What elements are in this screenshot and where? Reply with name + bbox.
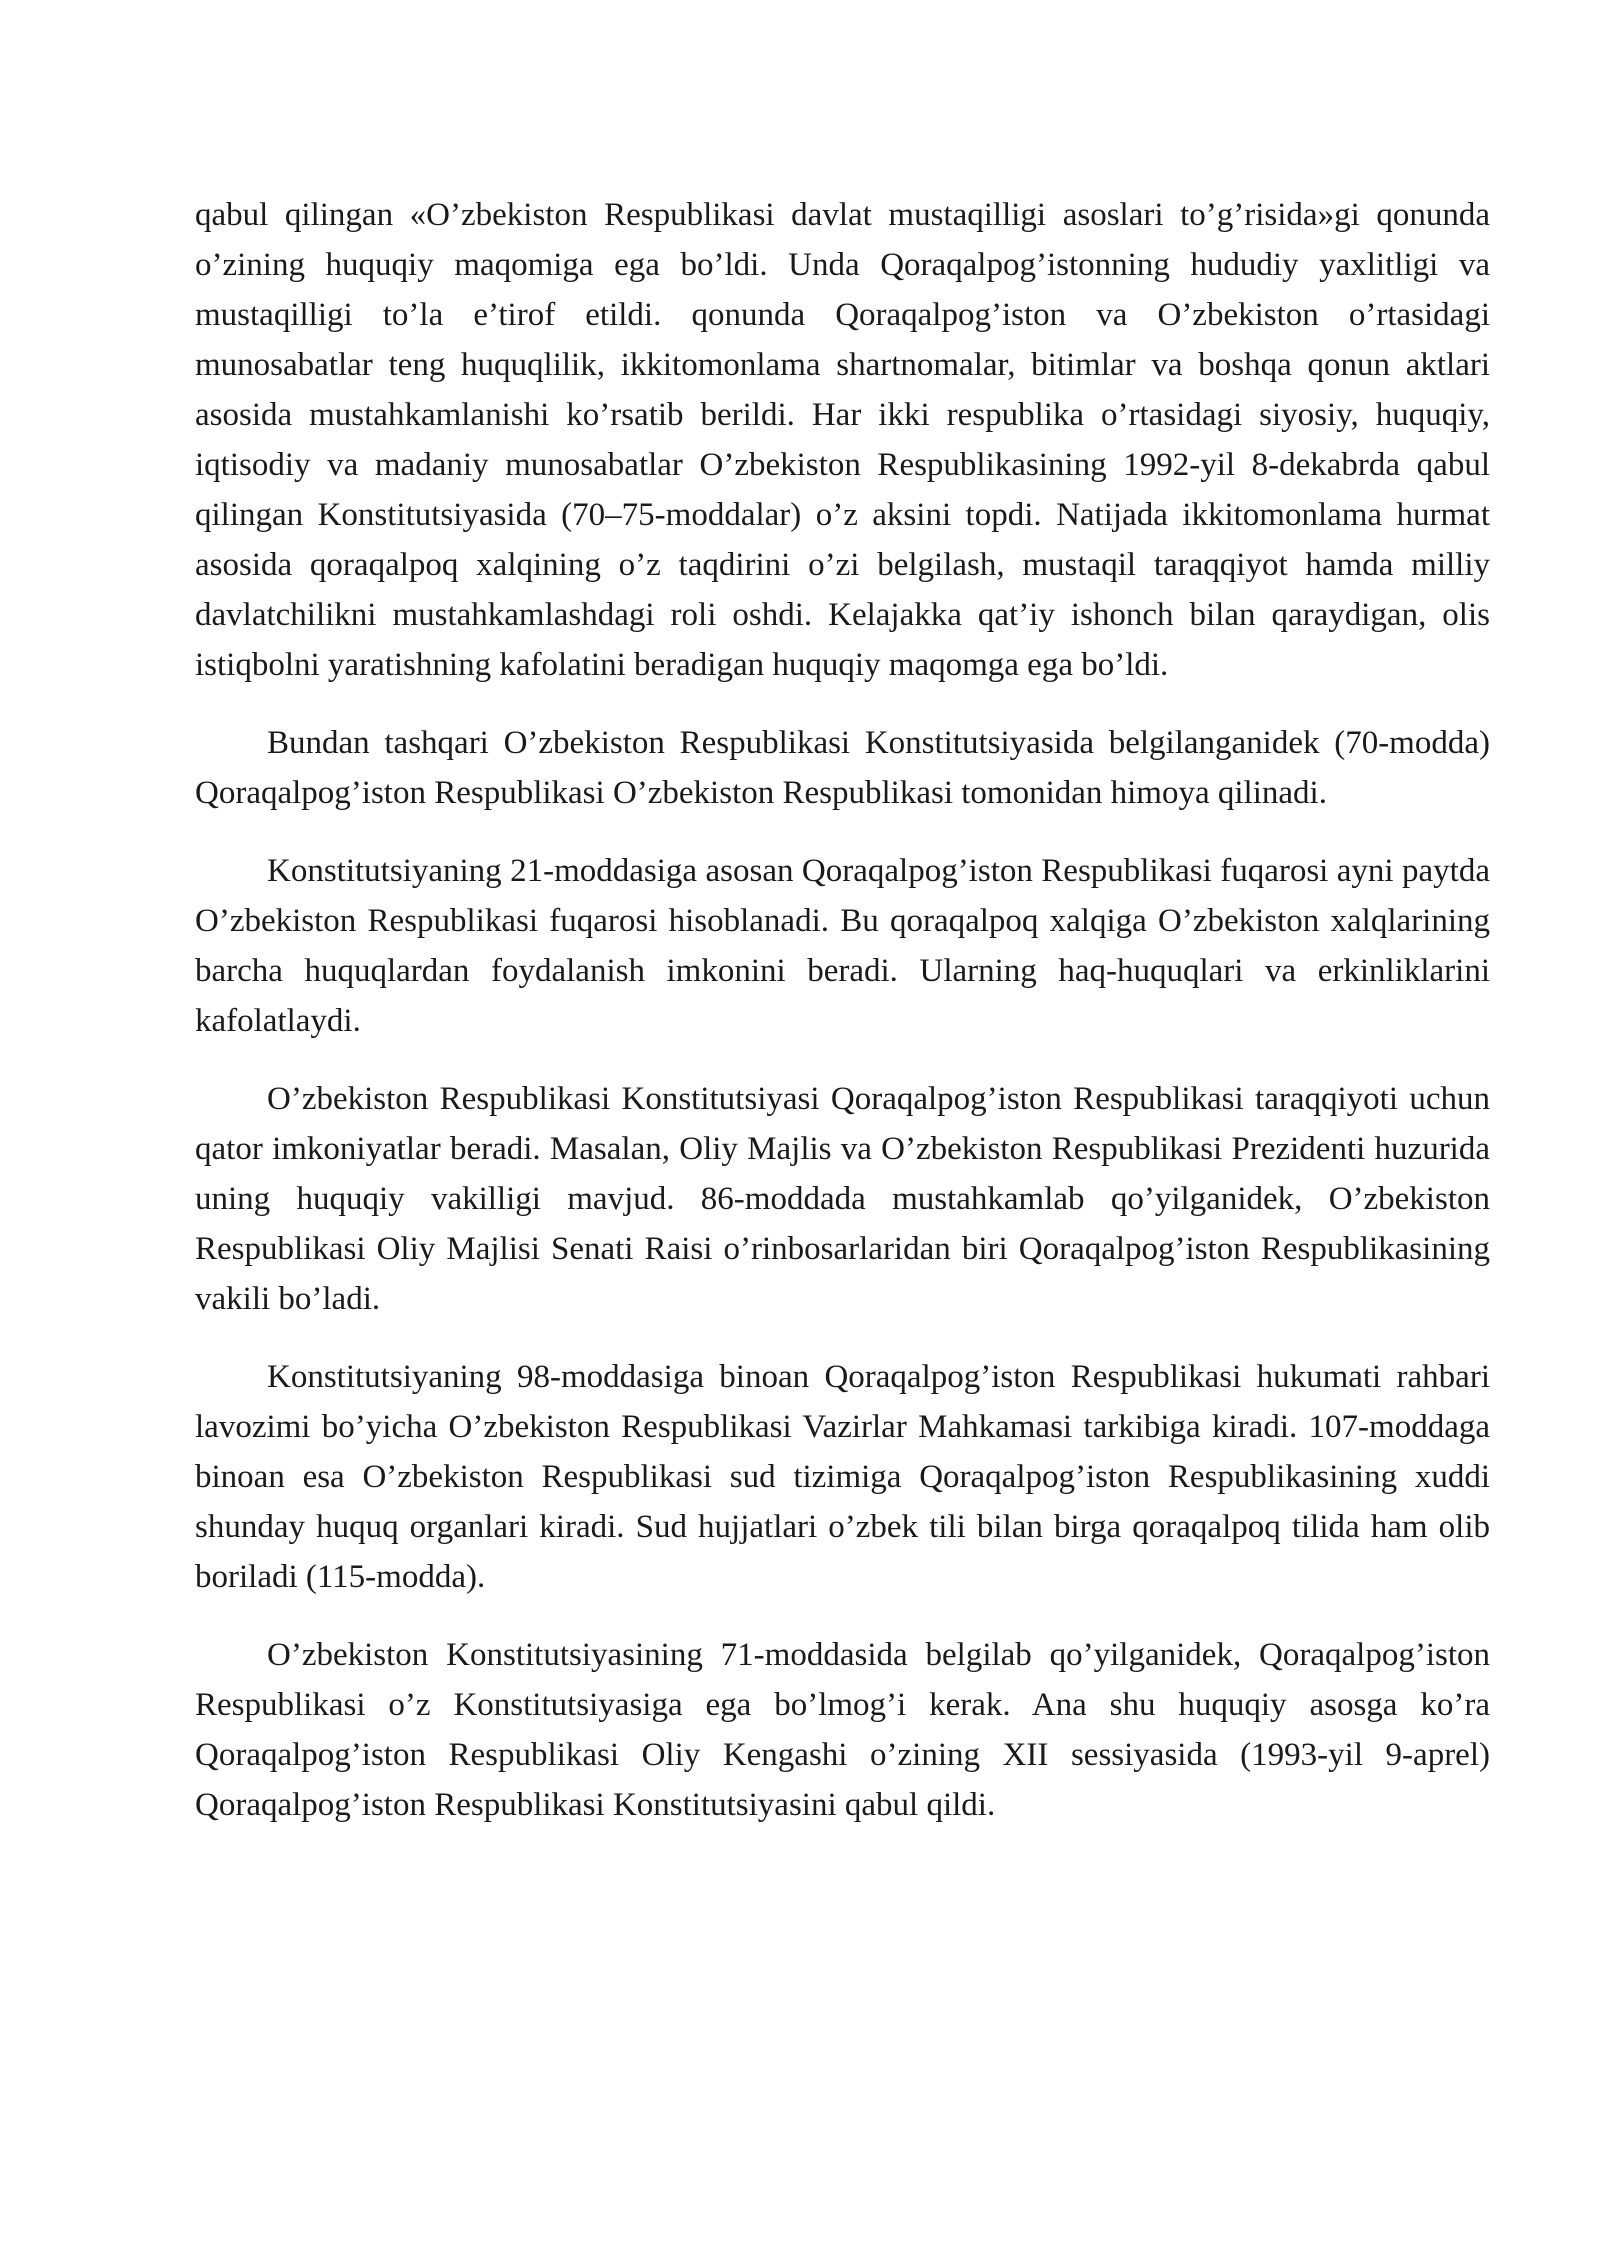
document-page — [195, 190, 1490, 1858]
paragraph-6: O’zbekiston Konstitutsiyasining 71-moddasida belgilab qo’yilganidek, Qoraqalpog’iston Respublikasi o’z Konstitutsiyasiga ega bo’lmog’i kerak. Ana shu huquqiy asosga ko’ra Qoraqalpog’iston Respublikasi Oliy Kengashi o’zining XII sessiyasida (1993-yil 9-aprel) Qoraqalpog’iston Respublikasi Konstitutsiyasini qabul qildi. — [195, 1637, 1490, 1823]
paragraph-4: O’zbekiston Respublikasi Konstitutsiyasi Qoraqalpog’iston Respublikasi taraqqiyoti uchun qator imkoniyatlar beradi. Masalan, Oliy Majlis va O’zbekiston Respublikasi Prezidenti huzurida uning huquqiy vakilligi mavjud. 86-moddada mustahkamlab qo’yilganidek, O’zbekiston Respublikasi Oliy Majlisi Senati Raisi o’rinbosarlaridan biri Qoraqalpog’iston Respublikasining vakili bo’ladi. — [195, 1081, 1490, 1317]
paragraph-2: Bundan tashqari O’zbekiston Respublikasi Konstitutsiyasida belgilanganidek (70-modda) Qoraqalpog’iston Respublikasi O’zbekiston Respublikasi tomonidan himoya qilinadi. — [195, 725, 1490, 811]
paragraph-5: Konstitutsiyaning 98-moddasiga binoan Qoraqalpog’iston Respublikasi hukumati rahbari lavozimi bo’yicha O’zbekiston Respublikasi Vazirlar Mahkamasi tarkibiga kiradi. 107-moddaga binoan esa O’zbekiston Respublikasi sud tizimiga Qoraqalpog’iston Respublikasining xuddi shunday huquq organlari kiradi. Sud hujjatlari o’zbek tili bilan birga qoraqalpoq tilida ham olib boriladi (115-modda). — [195, 1359, 1490, 1595]
paragraph-1: qabul qilingan «O’zbekiston Respublikasi davlat mustaqilligi asoslari to’g’risida»gi qonunda o’zining huquqiy maqomiga ega bo’ldi. Unda Qoraqalpog’istonning hududiy yaxlitligi va mustaqilligi to’la e’tirof etildi. qonunda Qoraqalpog’iston va O’zbekiston o’rtasidagi munosabatlar teng huquqlilik, ikkitomonlama shartnomalar, bitimlar va boshqa qonun aktlari asosida mustahkamlanishi ko’rsatib berildi. Har ikki respublika o’rtasidagi siyosiy, huquqiy, iqtisodiy va madaniy munosabatlar O’zbekiston Respublikasining 1992-yil 8-dekabrda qabul qilingan Konstitutsiyasida (70–75-moddalar) o’z aksini topdi. Natijada ikkitomonlama hurmat asosida qoraqalpoq xalqining o’z taqdirini o’zi belgilash, mustaqil taraqqiyot hamda milliy davlatchilikni mustahkamlashdagi roli oshdi. Kelajakka qat’iy ishonch bilan qaraydigan, olis istiqbolni yaratishning kafolatini beradigan huquqiy maqomga ega bo’ldi. — [195, 197, 1490, 683]
paragraph-3: Konstitutsiyaning 21-moddasiga asosan Qoraqalpog’iston Respublikasi fuqarosi ayni paytda O’zbekiston Respublikasi fuqarosi hisoblanadi. Bu qoraqalpoq xalqiga O’zbekiston xalqlarining barcha huquqlardan foydalanish imkonini beradi. Ularning haq-huquqlari va erkinliklarini kafolatlaydi. — [195, 853, 1490, 1039]
